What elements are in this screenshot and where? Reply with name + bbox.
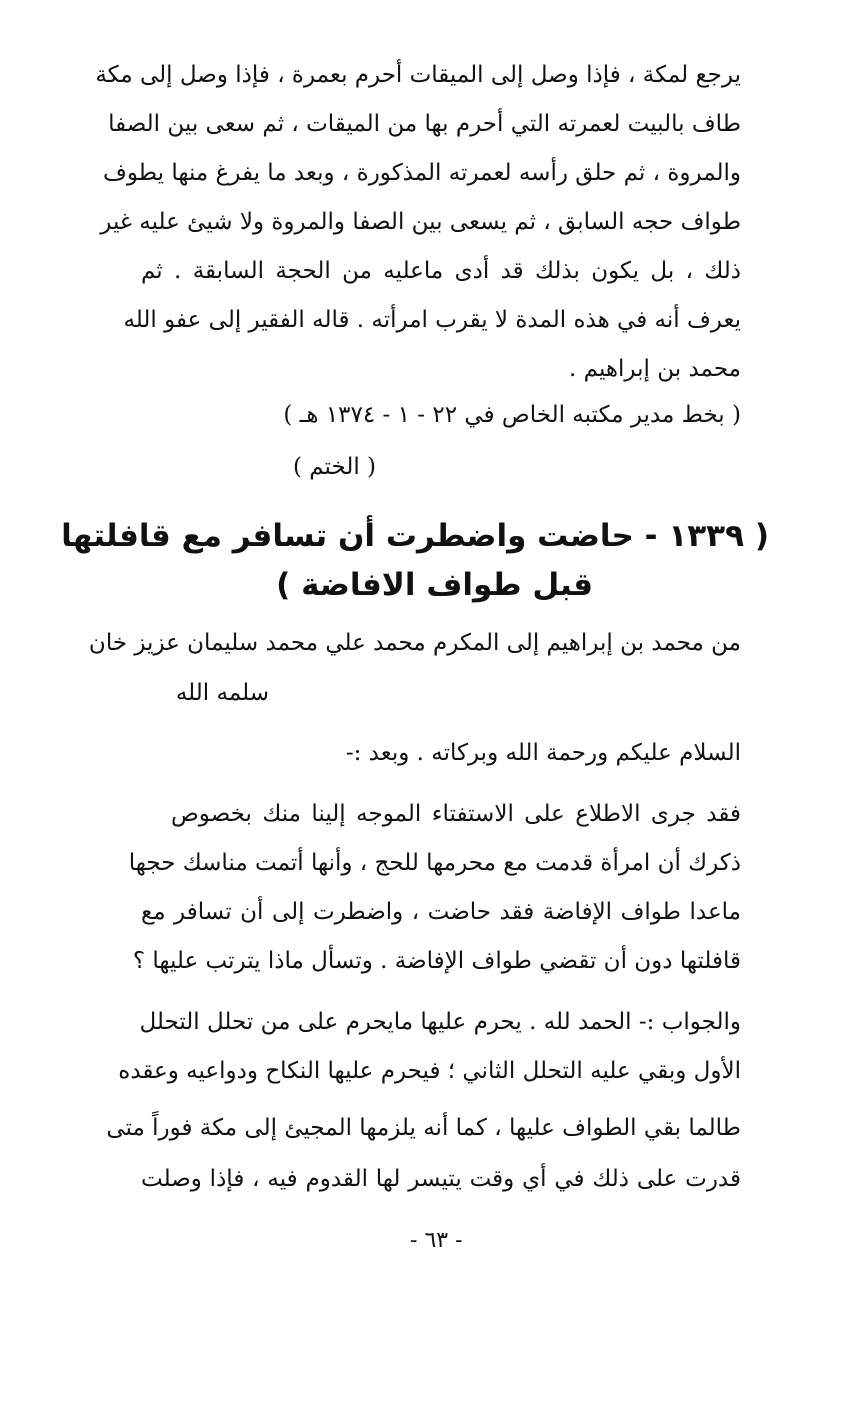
- seal-note: ( الختم ): [292, 454, 376, 480]
- letter-address: من محمد بن إبراهيم إلى المكرم محمد علي محمد سليمان عزيز خان: [88, 630, 741, 656]
- text-line: ذكرك أن امرأة قدمت مع محرمها للحج ، وأنها أتمت مناسك حجها: [128, 850, 741, 876]
- text-line: قافلتها دون أن تقضي طواف الإفاضة . وتسأل ماذا يترتب عليها ؟: [132, 948, 741, 974]
- text-line: يعرف أنه في هذه المدة لا يقرب امرأته . قاله الفقير إلى عفو الله: [123, 307, 741, 333]
- fatwa-heading-line-1: ( ١٣٣٩ - حاضت واضطرت أن تسافر مع قافلتها: [61, 518, 769, 554]
- letter-blessing: سلمه الله: [175, 680, 269, 706]
- text-line: يرجع لمكة ، فإذا وصل إلى الميقات أحرم بعمرة ، فإذا وصل إلى مكة: [95, 62, 741, 88]
- text-line: طالما بقي الطواف عليها ، كما أنه يلزمها المجيئ إلى مكة فوراً متى: [106, 1115, 741, 1141]
- text-line: ماعدا طواف الإفاضة فقد حاضت ، واضطرت إلى أن تسافر مع: [141, 899, 741, 925]
- page-number: - ٦٣ -: [410, 1228, 463, 1253]
- text-line: والجواب :- الحمد لله . يحرم عليها مايحرم على من تحلل التحلل: [139, 1009, 741, 1035]
- fatwa-heading-line-2: قبل طواف الافاضة ): [276, 567, 593, 603]
- text-line: طواف حجه السابق ، ثم يسعى بين الصفا والمروة ولا شيئ عليه غير: [100, 209, 741, 235]
- text-line: الأول وبقي عليه التحلل الثاني ؛ فيحرم عليها النكاح ودواعيه وعقده: [118, 1058, 741, 1084]
- handwriting-note: ( بخط مدير مكتبه الخاص في ٢٢ - ١ - ١٣٧٤ هـ ): [283, 402, 741, 428]
- text-line: فقد جرى الاطلاع على الاستفتاء الموجه إلينا منك بخصوص: [171, 801, 741, 827]
- text-line: محمد بن إبراهيم .: [569, 356, 741, 382]
- text-line: طاف بالبيت لعمرته التي أحرم بها من الميقات ، ثم سعى بين الصفا: [108, 111, 741, 137]
- letter-greeting: السلام عليكم ورحمة الله وبركاته . وبعد :-: [345, 740, 741, 766]
- text-line: ذلك ، بل يكون بذلك قد أدى ماعليه من الحجة السابقة . ثم: [141, 258, 741, 284]
- text-line: والمروة ، ثم حلق رأسه لعمرته المذكورة ، وبعد ما يفرغ منها يطوف: [103, 160, 741, 186]
- text-line: قدرت على ذلك في أي وقت يتيسر لها القدوم فيه ، فإذا وصلت: [141, 1166, 741, 1192]
